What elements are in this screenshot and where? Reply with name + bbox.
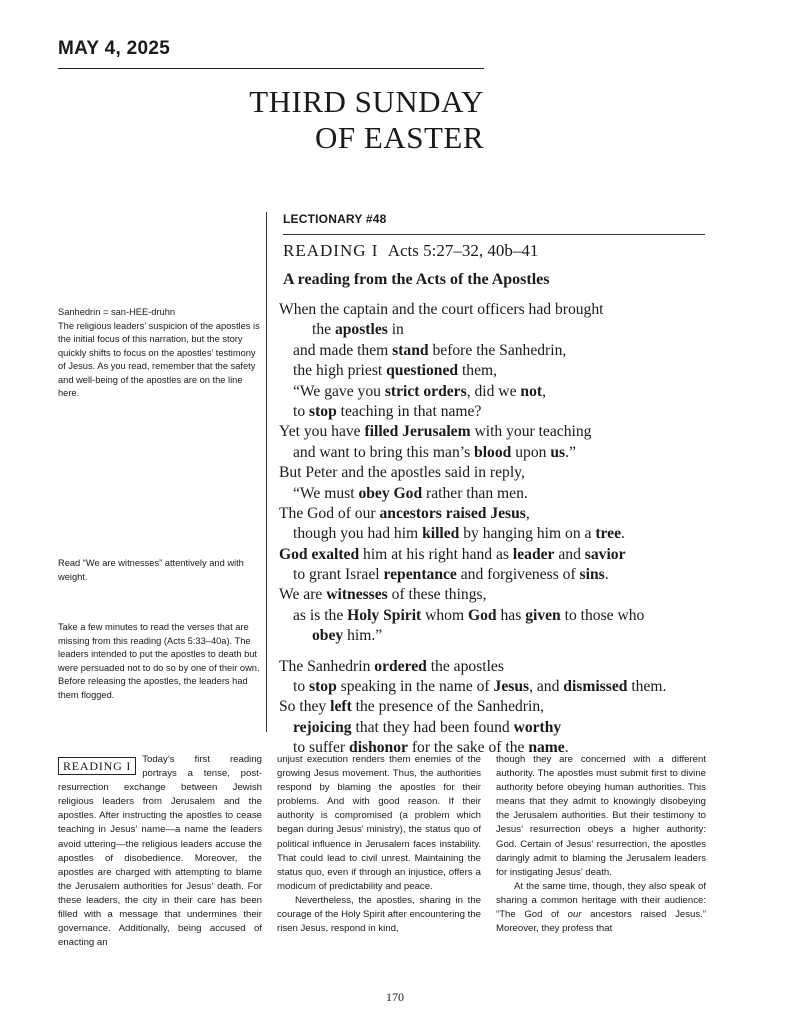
verse-text: whom: [421, 606, 468, 624]
verse-text: The God of our: [279, 504, 380, 522]
emphasized-word: filled Jerusalem: [364, 423, 471, 441]
verse-line: [279, 677, 749, 697]
emphasized-word: worthy: [513, 718, 562, 736]
commentary-column-2: [277, 753, 481, 936]
verse-line: [279, 361, 749, 381]
emphasis-text: our: [567, 909, 582, 921]
emphasized-word: God exalted: [279, 545, 360, 563]
verse-line: [279, 463, 749, 483]
verse-text: and made them: [293, 341, 393, 359]
verse-text: to grant Israel: [293, 566, 384, 584]
verse-text: to those who: [560, 606, 645, 624]
emphasized-word: repentance: [383, 566, 457, 584]
verse-line: [279, 504, 749, 524]
stanza-break: [279, 647, 749, 657]
verse-text: , and: [529, 678, 564, 696]
emphasized-word: obey: [312, 627, 344, 645]
verse-text: before the Sanhedrin,: [428, 341, 567, 359]
verse-text: .”: [565, 443, 576, 461]
emphasized-word: dismissed: [563, 678, 628, 696]
emphasized-word: witnesses: [326, 586, 388, 604]
verse-line: [279, 382, 749, 402]
pronunciation-guide: Sanhedrin = san-HEE-druhn: [58, 307, 176, 317]
verse-line: [279, 718, 749, 738]
reading-header: [283, 241, 538, 261]
verse-line: [279, 697, 749, 717]
commentary-paragraph: Nevertheless, the apostles, sharing in the courage of the Holy Spirit after encountering the risen Jesus, respond in kind,: [277, 894, 481, 935]
verse-text: ,: [525, 504, 530, 522]
emphasized-word: killed: [422, 525, 460, 543]
verse-text: by hanging him on a: [459, 525, 596, 543]
page-date: MAY 4, 2025: [58, 38, 171, 59]
verse-text: But Peter and the apostles said in reply,: [279, 464, 525, 482]
reading-label: READING I: [283, 241, 379, 260]
reading-citation: Acts 5:27–32, 40b–41: [387, 241, 539, 260]
commentary-text: At the same time, though, they also speak of sharing a common heritage with their audience: “The God of: [496, 880, 706, 921]
verse-line: [279, 545, 749, 565]
verse-line: [279, 422, 749, 442]
reading-heading: A reading from the Acts of the Apostles: [283, 271, 550, 288]
verse-text: him.”: [343, 627, 383, 645]
verse-text: , did we: [466, 382, 521, 400]
verse-line: [279, 524, 749, 544]
verse-text: Yet you have: [279, 423, 365, 441]
commentary-text: ancestors raised Jesus.” Moreover, they profess that: [496, 909, 706, 935]
verse-line: [279, 606, 749, 626]
commentary-paragraph: though they are concerned with a different authority. The apostles must submit first to divine authority before obeying human authorities. This means that they admit to knowingly disobeying the Jerusalem authorities. But their testimony to Jesus’ resurrection obeys a higher authority: God. Certain of Jesus’ resurrection, the apostles daringly admit to blaming the Jerusalem leaders for instigating Jesus’ death.: [496, 754, 706, 878]
verse-text: .: [604, 566, 609, 584]
emphasized-word: apostles: [334, 321, 388, 339]
emphasized-word: Holy Spirit: [347, 606, 422, 624]
emphasized-word: sins: [579, 566, 605, 584]
margin-note-pronunciation: [58, 306, 263, 401]
verse-text: So they: [279, 698, 331, 716]
verse-text: upon: [511, 443, 551, 461]
emphasized-word: left: [330, 698, 352, 716]
verse-text: to suffer: [293, 739, 350, 757]
verse-text: .: [621, 525, 625, 543]
verse-text: the: [312, 321, 335, 339]
emphasized-word: stop: [309, 678, 337, 696]
verse-text: “We must: [293, 484, 359, 502]
scripture-text: [279, 300, 749, 759]
emphasized-word: blood: [474, 443, 512, 461]
verse-text: him at his right hand as: [359, 545, 513, 563]
verse-text: to: [293, 402, 310, 420]
emphasized-word: dishonor: [349, 739, 408, 757]
margin-note-missing-verses: Take a few minutes to read the verses that are missing from this reading (Acts 5:33–40a). The leaders intended to put the apostles to death but were persuaded not to do so by one of their own. Before releasing the apostles, the leaders had them flogged.: [58, 622, 260, 700]
verse-line: [279, 300, 749, 320]
verse-text: for the sake of the: [407, 739, 529, 757]
emphasized-word: questioned: [386, 362, 459, 380]
commentary-column-1: [58, 753, 262, 950]
page-number: 170: [386, 990, 404, 1004]
verse-line: [279, 484, 749, 504]
lectionary-rule: [283, 234, 705, 235]
header-rule: [58, 68, 484, 69]
emphasized-word: God: [468, 606, 497, 624]
emphasized-word: tree: [595, 525, 622, 543]
verse-text: the apostles: [426, 657, 504, 675]
verse-text: rather than men.: [422, 484, 528, 502]
verse-text: “We gave you: [293, 382, 385, 400]
emphasized-word: ordered: [374, 657, 427, 675]
emphasized-word: savior: [584, 545, 626, 563]
emphasized-word: Jesus: [493, 678, 530, 696]
commentary-paragraph: unjust execution renders them enemies of the growing Jesus movement. Thus, the authorities respond by blaming the apostles for their problems. And with good reason. If their authority is compromised (a problem which began during Jesus’ ministry), the status quo of political influence in Jerusalem faces instability. That could lead to civil unrest. Maintaining the status quo, even if through an injustice, offers a modicum of predictability and peace.: [277, 754, 481, 892]
verse-text: that they had been found: [351, 718, 514, 736]
emphasized-word: not: [520, 382, 543, 400]
commentary-text: Today’s first reading portrays a tense, post-resurrection exchange between Jewish religious leaders from Jerusalem and the apostles. After instructing the apostles to cease teaching in Jesus’ name—a name the leaders avoid uttering—the religious leaders accuse the apostles of disobedience. Moreover, the apostles are charged with attempting to blame the Jerusalem authorities for Jesus’ death. For these leaders, the city in their care has been filled with a message that undermines their governance. Additionally, being accused of enacting an: [58, 754, 262, 949]
verse-line: [279, 657, 749, 677]
emphasized-word: ancestors raised Jesus: [379, 504, 526, 522]
verse-line: [279, 341, 749, 361]
column-divider: [266, 212, 267, 732]
reading-label-box: READING I: [58, 757, 136, 775]
verse-text: and want to bring this man’s: [293, 443, 475, 461]
emphasized-word: strict orders: [384, 382, 467, 400]
verse-text: the presence of the Sanhedrin,: [351, 698, 545, 716]
verse-text: When the captain and the court officers had brought: [279, 301, 604, 318]
title-line-2: OF EASTER: [315, 120, 484, 155]
verse-text: to: [293, 678, 310, 696]
title-line-1: THIRD SUNDAY: [249, 84, 484, 119]
commentary-paragraph: [496, 880, 706, 936]
lectionary-number: LECTIONARY #48: [283, 212, 387, 226]
emphasized-word: name: [528, 739, 565, 757]
verse-text: them.: [627, 678, 667, 696]
verse-text: The Sanhedrin: [279, 657, 375, 675]
verse-text: and forgiveness of: [456, 566, 580, 584]
emphasized-word: us: [550, 443, 566, 461]
verse-line: [279, 585, 749, 605]
verse-line: [279, 320, 749, 340]
verse-text: teaching in that name?: [336, 402, 482, 420]
verse-line: [279, 402, 749, 422]
verse-text: and: [554, 545, 585, 563]
verse-text: the high priest: [293, 362, 387, 380]
verse-text: with your teaching: [470, 423, 592, 441]
margin-note-witnesses: Read “We are witnesses” attentively and with weight.: [58, 558, 244, 582]
verse-text: We are: [279, 586, 327, 604]
emphasized-word: stand: [392, 341, 429, 359]
verse-line: [279, 443, 749, 463]
emphasized-word: stop: [309, 402, 337, 420]
emphasized-word: rejoicing: [293, 718, 352, 736]
verse-line: [279, 565, 749, 585]
note-body: The religious leaders’ suspicion of the apostles is the initial focus of this narration, but the story quickly shifts to focus on the apostles’ testimony of Jesus. As you read, remember that the safety and well-being of the apostles are on the line here.: [58, 320, 260, 398]
commentary-column-3: [496, 753, 706, 936]
verse-line: [279, 626, 749, 646]
emphasized-word: given: [525, 606, 561, 624]
verse-text: of these things,: [387, 586, 487, 604]
verse-text: as is the: [293, 606, 348, 624]
verse-text: speaking in the name of: [336, 678, 494, 696]
page-title: [170, 84, 484, 156]
verse-text: though you had him: [293, 525, 423, 543]
verse-text: .: [564, 739, 569, 757]
emphasized-word: obey God: [358, 484, 423, 502]
verse-text: ,: [542, 382, 546, 400]
verse-text: has: [496, 606, 526, 624]
emphasized-word: leader: [512, 545, 555, 563]
verse-text: in: [387, 321, 404, 339]
verse-text: them,: [458, 362, 498, 380]
